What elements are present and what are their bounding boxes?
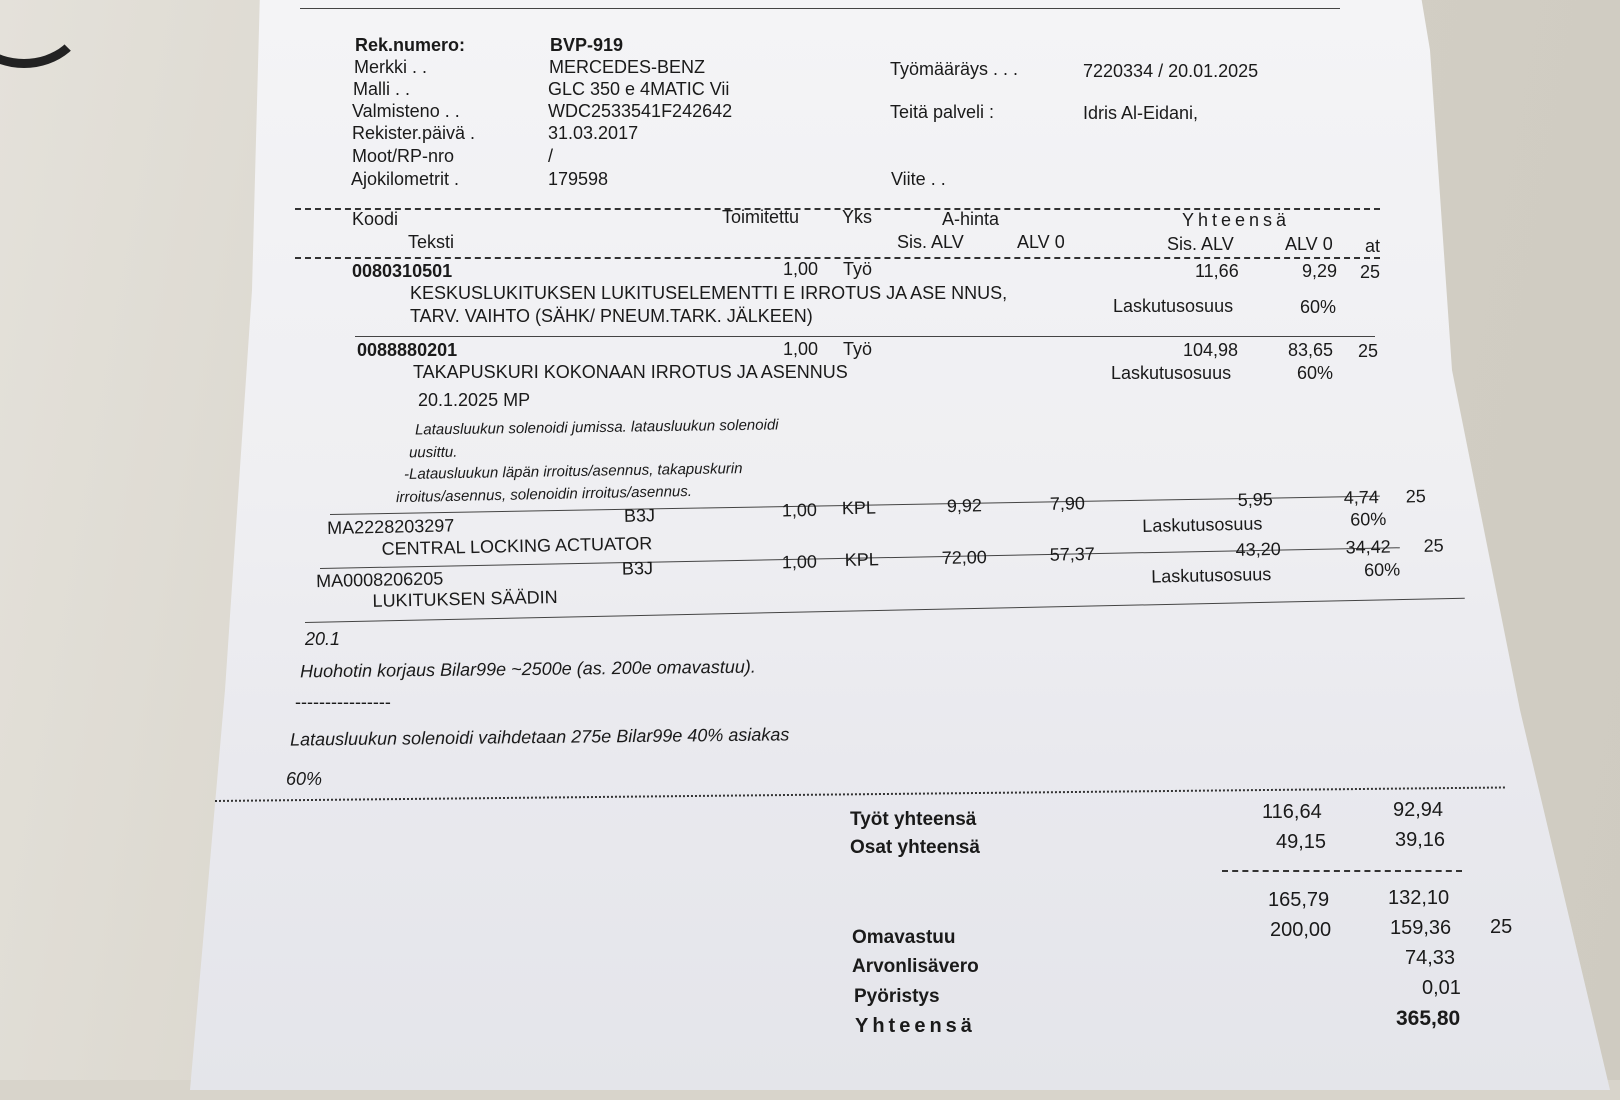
deductible-vat: 25 (1490, 916, 1513, 938)
col-vat-rate: at (1365, 236, 1381, 256)
note-text: Huohotin korjaus Bilar99e ~2500e (as. 200e omavastuu). (299, 656, 756, 682)
col-total-vat0: ALV 0 (1285, 234, 1333, 254)
vin-label: Valmisteno . . (352, 101, 460, 121)
row-divider (355, 336, 1375, 337)
col-vat0: ALV 0 (1017, 232, 1065, 252)
row-unit: KPL (841, 497, 877, 519)
row-price-incl: 9,92 (946, 495, 983, 517)
row-group: B3J (621, 558, 654, 579)
row-total-incl: 104,98 (1183, 340, 1239, 360)
row-note: Latausluukun solenoidi jumissa. latausluukun solenoidi (414, 416, 779, 439)
col-unit-price: A-hinta (942, 209, 1000, 229)
row-note: irroitus/asennus, solenoidin irroitus/asennus. (395, 482, 693, 507)
row-total-vat0: 83,65 (1288, 340, 1334, 360)
row-desc: TARV. VAIHTO (SÄHK/ PNEUM.TARK. JÄLKEEN) (410, 306, 813, 326)
col-incl-vat: Sis. ALV (897, 232, 964, 252)
row-desc: 20.1.2025 MP (418, 390, 531, 410)
col-total-incl-vat: Sis. ALV (1167, 234, 1234, 254)
row-share-label: Laskutusosuus (1142, 513, 1263, 536)
col-text: Teksti (408, 232, 455, 252)
row-code: 0080310501 (352, 261, 453, 281)
col-total: Yhteensä (1182, 210, 1291, 230)
km-value: 179598 (548, 169, 609, 189)
engine-value: / (548, 146, 554, 166)
row-share-label: Laskutusosuus (1151, 564, 1272, 587)
labor-total-incl: 116,64 (1262, 801, 1322, 823)
row-code: 0088880201 (357, 340, 458, 360)
engine-label: Moot/RP-nro (352, 146, 455, 166)
header-rule-bottom (295, 257, 1380, 259)
row-desc: TAKAPUSKURI KOKONAAN IRROTUS JA ASENNUS (413, 362, 848, 382)
regdate-value: 31.03.2017 (548, 123, 639, 143)
col-delivered: Toimitettu (722, 207, 800, 227)
vat-label: Arvonlisävero (852, 956, 979, 977)
row-total-incl: 43,20 (1235, 538, 1281, 560)
row-group: B3J (623, 505, 656, 526)
row-share: 60% (1300, 297, 1337, 317)
note-text: 60% (286, 769, 323, 789)
subtotal-rule (1222, 870, 1462, 872)
row-total-vat0: 9,29 (1302, 261, 1338, 281)
workorder-value: 7220334 / 20.01.2025 (1083, 61, 1259, 81)
row-total-vat0: 34,42 (1345, 536, 1391, 558)
make-label: Merkki . . (354, 57, 428, 77)
row-qty: 1,00 (781, 499, 818, 521)
reference-label: Viite . . (891, 169, 946, 189)
row-share-label: Laskutusosuus (1111, 363, 1232, 383)
row-code: MA0008206205 (315, 568, 444, 592)
row-total-incl: 5,95 (1237, 489, 1274, 510)
subtotal-incl: 165,79 (1268, 889, 1330, 911)
row-share: 60% (1350, 508, 1387, 530)
row-desc: CENTRAL LOCKING ACTUATOR (381, 533, 653, 559)
labor-total-label: Työt yhteensä (850, 809, 977, 830)
row-qty: 1,00 (783, 259, 819, 279)
model-value: GLC 350 e 4MATIC Vii (548, 79, 730, 99)
row-vat: 25 (1423, 535, 1444, 556)
col-unit: Yks (842, 207, 873, 227)
reg-label: Rek.numero: (355, 35, 466, 55)
row-unit: KPL (844, 549, 880, 571)
model-label: Malli . . (353, 79, 411, 99)
grand-total-value: 365,80 (1396, 1007, 1461, 1030)
vin-value: WDC2533541F242642 (548, 101, 733, 121)
subtotal-vat0: 132,10 (1388, 887, 1450, 909)
top-rule (300, 8, 1340, 9)
deductible-incl: 200,00 (1270, 919, 1332, 941)
parts-total-vat0: 39,16 (1395, 829, 1446, 851)
row-price-incl: 72,00 (941, 547, 988, 568)
row-total-vat0: 4,74 (1343, 487, 1380, 508)
row-vat: 25 (1405, 486, 1426, 507)
served-label: Teitä palveli : (890, 102, 995, 122)
row-desc: LUKITUKSEN SÄÄDIN (372, 587, 558, 611)
workorder-label: Työmääräys . . . (890, 59, 1019, 79)
make-value: MERCEDES-BENZ (549, 57, 706, 77)
row-price-vat0: 57,37 (1049, 543, 1095, 565)
row-code: MA2228203297 (326, 515, 455, 539)
row-unit: Työ (843, 339, 873, 359)
deductible-vat0: 159,36 (1390, 917, 1452, 939)
row-vat: 25 (1358, 341, 1379, 361)
row-price-vat0: 7,90 (1049, 493, 1086, 514)
served-value: Idris Al-Eidani, (1083, 103, 1199, 123)
parts-total-label: Osat yhteensä (850, 837, 980, 858)
row-note: -Latausluukun läpän irroitus/asennus, takapuskurin (403, 460, 743, 483)
row-desc: KESKUSLUKITUKSEN LUKITUSELEMENTTI E IRROTUS JA ASE NNUS, (410, 283, 1008, 303)
parts-total-incl: 49,15 (1276, 831, 1327, 853)
deductible-label: Omavastuu (852, 927, 956, 948)
note-separator: ---------------- (295, 692, 391, 712)
row-unit: Työ (843, 259, 873, 279)
row-qty: 1,00 (781, 551, 818, 573)
row-share-label: Laskutusosuus (1113, 296, 1234, 316)
note-text: Latausluukun solenoidi vaihdetaan 275e Bilar99e 40% asiakas (289, 724, 790, 750)
labor-total-vat0: 92,94 (1393, 799, 1444, 821)
row-share: 60% (1363, 559, 1401, 581)
col-code: Koodi (352, 209, 399, 229)
row-vat: 25 (1360, 262, 1381, 282)
km-label: Ajokilometrit . (351, 169, 460, 189)
regdate-label: Rekister.päivä . (352, 123, 476, 143)
grand-total-label: Yhteensä (855, 1015, 976, 1037)
row-share: 60% (1297, 363, 1334, 383)
note-date: 20.1 (305, 629, 341, 649)
rounding-value: 0,01 (1422, 977, 1461, 999)
vat-value: 74,33 (1405, 947, 1456, 969)
row-qty: 1,00 (783, 339, 819, 359)
rounding-label: Pyöristys (854, 986, 940, 1007)
reg-value: BVP-919 (550, 35, 624, 55)
row-note: uusittu. (408, 443, 458, 462)
row-total-incl: 11,66 (1195, 261, 1239, 281)
